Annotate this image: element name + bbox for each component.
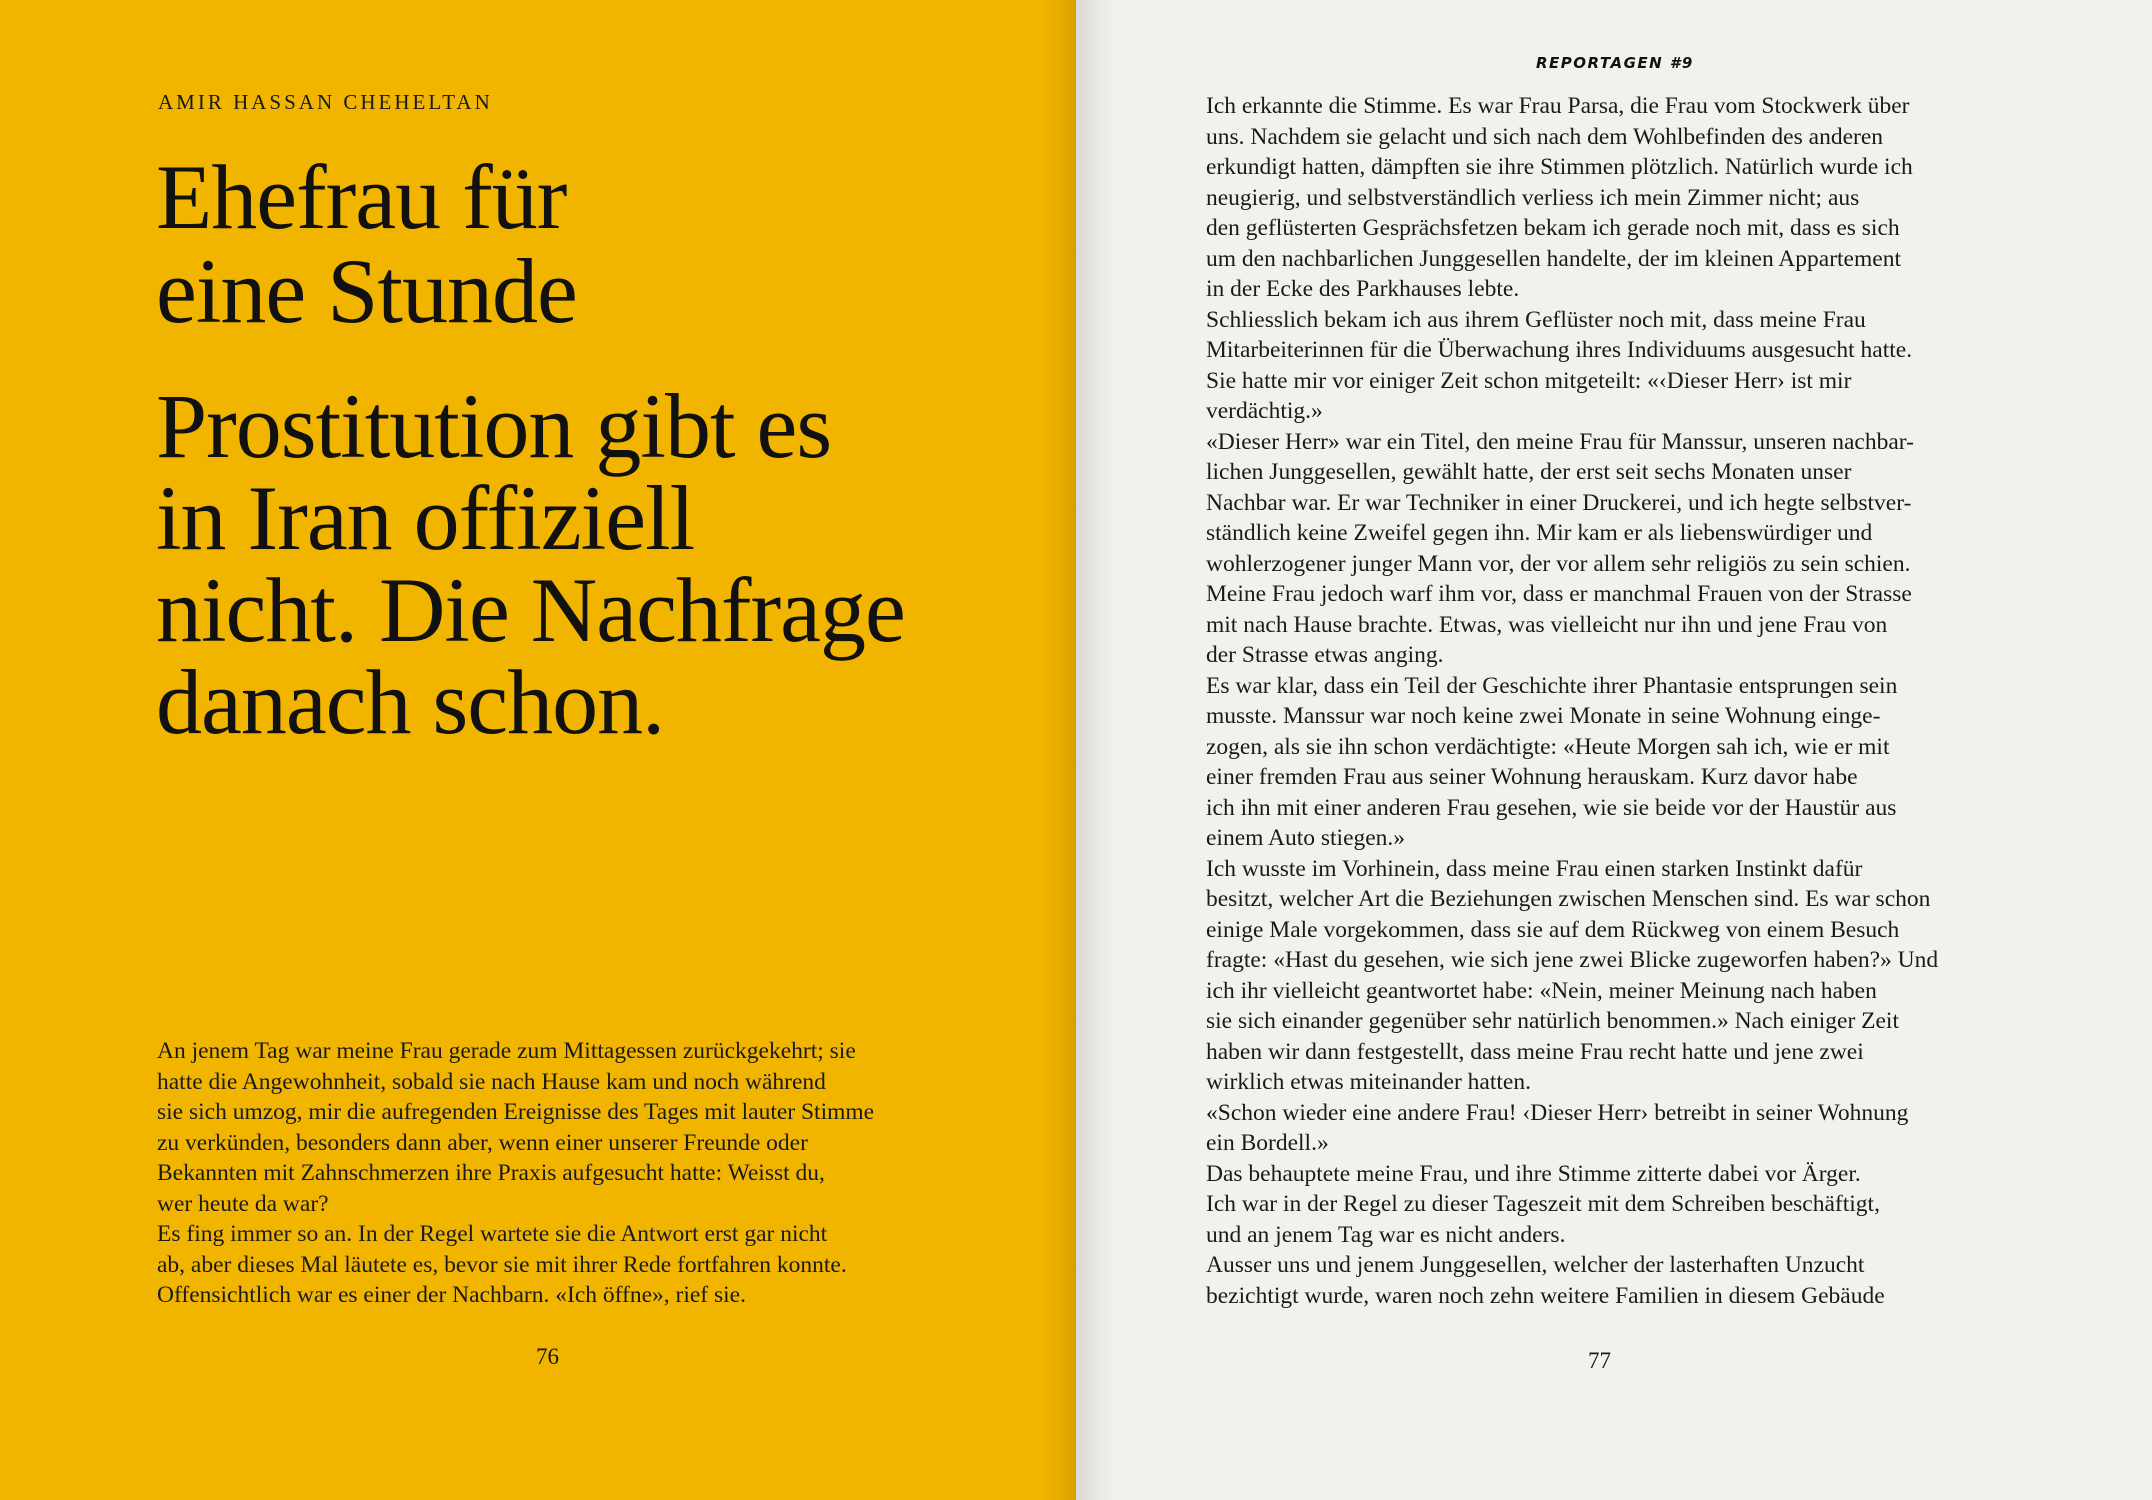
text-line: Meine Frau jedoch warf ihm vor, dass er manchmal Frauen von der Strasse	[1206, 581, 1912, 607]
text-line: hatte die Angewohnheit, sobald sie nach Hause kam und noch während	[157, 1068, 826, 1095]
text-line: einem Auto stiegen.»	[1206, 825, 1406, 851]
gutter-shadow-right	[1076, 0, 1116, 1500]
text-line: sie sich umzog, mir die aufregenden Ereignisse des Tages mit lauter Stimme	[157, 1099, 875, 1125]
text-line: Ich erkannte die Stimme. Es war Frau Parsa, die Frau vom Stockwerk über	[1206, 93, 1910, 119]
text-line: haben wir dann festgestellt, dass meine Frau recht hatte und jene zwei	[1206, 1038, 1864, 1065]
text-line: ich ihn mit einer anderen Frau gesehen, wie sie beide vor der Haustür aus	[1206, 794, 1897, 821]
title-line: Ehefrau für	[156, 146, 567, 248]
page-number-right: 77	[1588, 1348, 1611, 1373]
text-line: und an jenem Tag war es nicht anders.	[1206, 1221, 1566, 1248]
text-line: Es war klar, dass ein Teil der Geschichte ihrer Phantasie entsprungen sein	[1206, 672, 1898, 699]
text-line: besitzt, welcher Art die Beziehungen zwischen Menschen sind. Es war schon	[1206, 886, 1931, 912]
text-line: Das behauptete meine Frau, und ihre Stimme zitterte dabei vor Ärger.	[1206, 1160, 1861, 1187]
text-line: An jenem Tag war meine Frau gerade zum Mittagessen zurückgekehrt; sie	[157, 1038, 856, 1064]
text-line: ich ihr vielleicht geantwortet habe: «Nein, meiner Meinung nach haben	[1206, 977, 1877, 1004]
subtitle-line: nicht. Die Nachfrage	[156, 559, 905, 661]
gutter-shadow	[1040, 0, 1076, 1500]
text-line: um den nachbarlichen Junggesellen handelte, der im kleinen Appartement	[1206, 245, 1901, 272]
text-line: zogen, als sie ihn schon verdächtigte: «Heute Morgen sah ich, wie er mit	[1206, 733, 1890, 760]
text-line: wohlerzogener junger Mann vor, der vor allem sehr religiös zu sein schien.	[1206, 550, 1911, 577]
text-line: Bekannten mit Zahnschmerzen ihre Praxis aufgesucht hatte: Weisst du,	[157, 1160, 825, 1186]
text-line: ein Bordell.»	[1206, 1130, 1329, 1156]
text-line: den geflüsterten Gesprächsfetzen bekam ich gerade noch mit, dass es sich	[1206, 215, 1900, 241]
text-line: Ausser uns und jenem Junggesellen, welcher der lasterhaften Unzucht	[1206, 1252, 1865, 1278]
text-line: bezichtigt wurde, waren noch zehn weitere Familien in diesem Gebäude	[1206, 1282, 1885, 1309]
text-line: Schliesslich bekam ich aus ihrem Geflüster noch mit, dass meine Frau	[1206, 306, 1866, 333]
text-line: Es fing immer so an. In der Regel wartete sie die Antwort erst gar nicht	[157, 1221, 828, 1247]
text-line: wer heute da war?	[157, 1190, 329, 1217]
text-line: musste. Manssur war noch keine zwei Monate in seine Wohnung einge-	[1206, 703, 1881, 729]
text-line: Offensichtlich war es einer der Nachbarn. «Ich öffne», rief sie.	[157, 1282, 746, 1308]
text-line: «Dieser Herr» war ein Titel, den meine Frau für Manssur, unseren nachbar-	[1206, 428, 1914, 455]
text-line: wirklich etwas miteinander hatten.	[1206, 1069, 1531, 1095]
text-line: der Strasse etwas anging.	[1206, 642, 1444, 668]
text-line: zu verkünden, besonders dann aber, wenn einer unserer Freunde oder	[157, 1129, 808, 1156]
body-text-right	[1206, 91, 2031, 1311]
text-line: fragte: «Hast du gesehen, wie sich jene zwei Blicke zugeworfen haben?» Und	[1206, 947, 1939, 973]
text-line: lichen Junggesellen, gewählt hatte, der erst seit sechs Monaten unser	[1206, 459, 1852, 485]
running-head: REPORTAGEN #9	[1536, 54, 1694, 72]
text-line: einige Male vorgekommen, dass sie auf dem Rückweg von einem Besuch	[1206, 916, 1900, 943]
text-line: uns. Nachdem sie gelacht und sich nach dem Wohlbefinden des anderen	[1206, 123, 1884, 150]
text-line: Mitarbeiterinnen für die Überwachung ihres Individuums ausgesucht hatte.	[1206, 337, 1913, 363]
author-name: AMIR HASSAN CHEHELTAN	[158, 90, 493, 114]
text-line: mit nach Hause brachte. Etwas, was vielleicht nur ihn und jene Frau von	[1206, 611, 1888, 638]
article-subtitle	[156, 375, 1036, 753]
text-line: Nachbar war. Er war Techniker in einer Druckerei, und ich hegte selbstver-	[1206, 489, 1912, 516]
subtitle-line: Prostitution gibt es	[156, 375, 832, 477]
text-line: Ich war in der Regel zu dieser Tageszeit mit dem Schreiben beschäftigt,	[1206, 1191, 1880, 1217]
text-line: in der Ecke des Parkhauses lebte.	[1206, 276, 1520, 302]
page-number-left: 76	[536, 1344, 559, 1369]
text-line: Ich wusste im Vorhinein, dass meine Frau einen starken Instinkt dafür	[1206, 855, 1863, 882]
title-line: eine Stunde	[156, 240, 577, 342]
text-line: Sie hatte mir vor einiger Zeit schon mitgeteilt: «‹Dieser Herr› ist mir	[1206, 367, 1852, 394]
text-line: neugierig, und selbstverständlich verliess ich mein Zimmer nicht; aus	[1206, 184, 1860, 211]
subtitle-line: in Iran offiziell	[156, 467, 695, 569]
text-line: ständlich keine Zweifel gegen ihn. Mir kam er als liebenswürdiger und	[1206, 520, 1873, 546]
text-line: ab, aber dieses Mal läutete es, bevor sie mit ihrer Rede fortfahren konnte.	[157, 1251, 847, 1278]
article-title	[156, 146, 1016, 342]
text-line: «Schon wieder eine andere Frau! ‹Dieser Herr› betreibt in seiner Wohnung	[1206, 1099, 1909, 1126]
text-line: verdächtig.»	[1206, 398, 1323, 424]
right-page	[1076, 0, 2152, 1500]
subtitle-line: danach schon.	[156, 651, 665, 753]
body-text-left	[157, 1036, 997, 1311]
text-line: einer fremden Frau aus seiner Wohnung herauskam. Kurz davor habe	[1206, 764, 1858, 790]
text-line: erkundigt hatten, dämpften sie ihre Stimmen plötzlich. Natürlich wurde ich	[1206, 154, 1913, 180]
text-line: sie sich einander gegenüber sehr natürlich benommen.» Nach einiger Zeit	[1206, 1008, 1899, 1034]
